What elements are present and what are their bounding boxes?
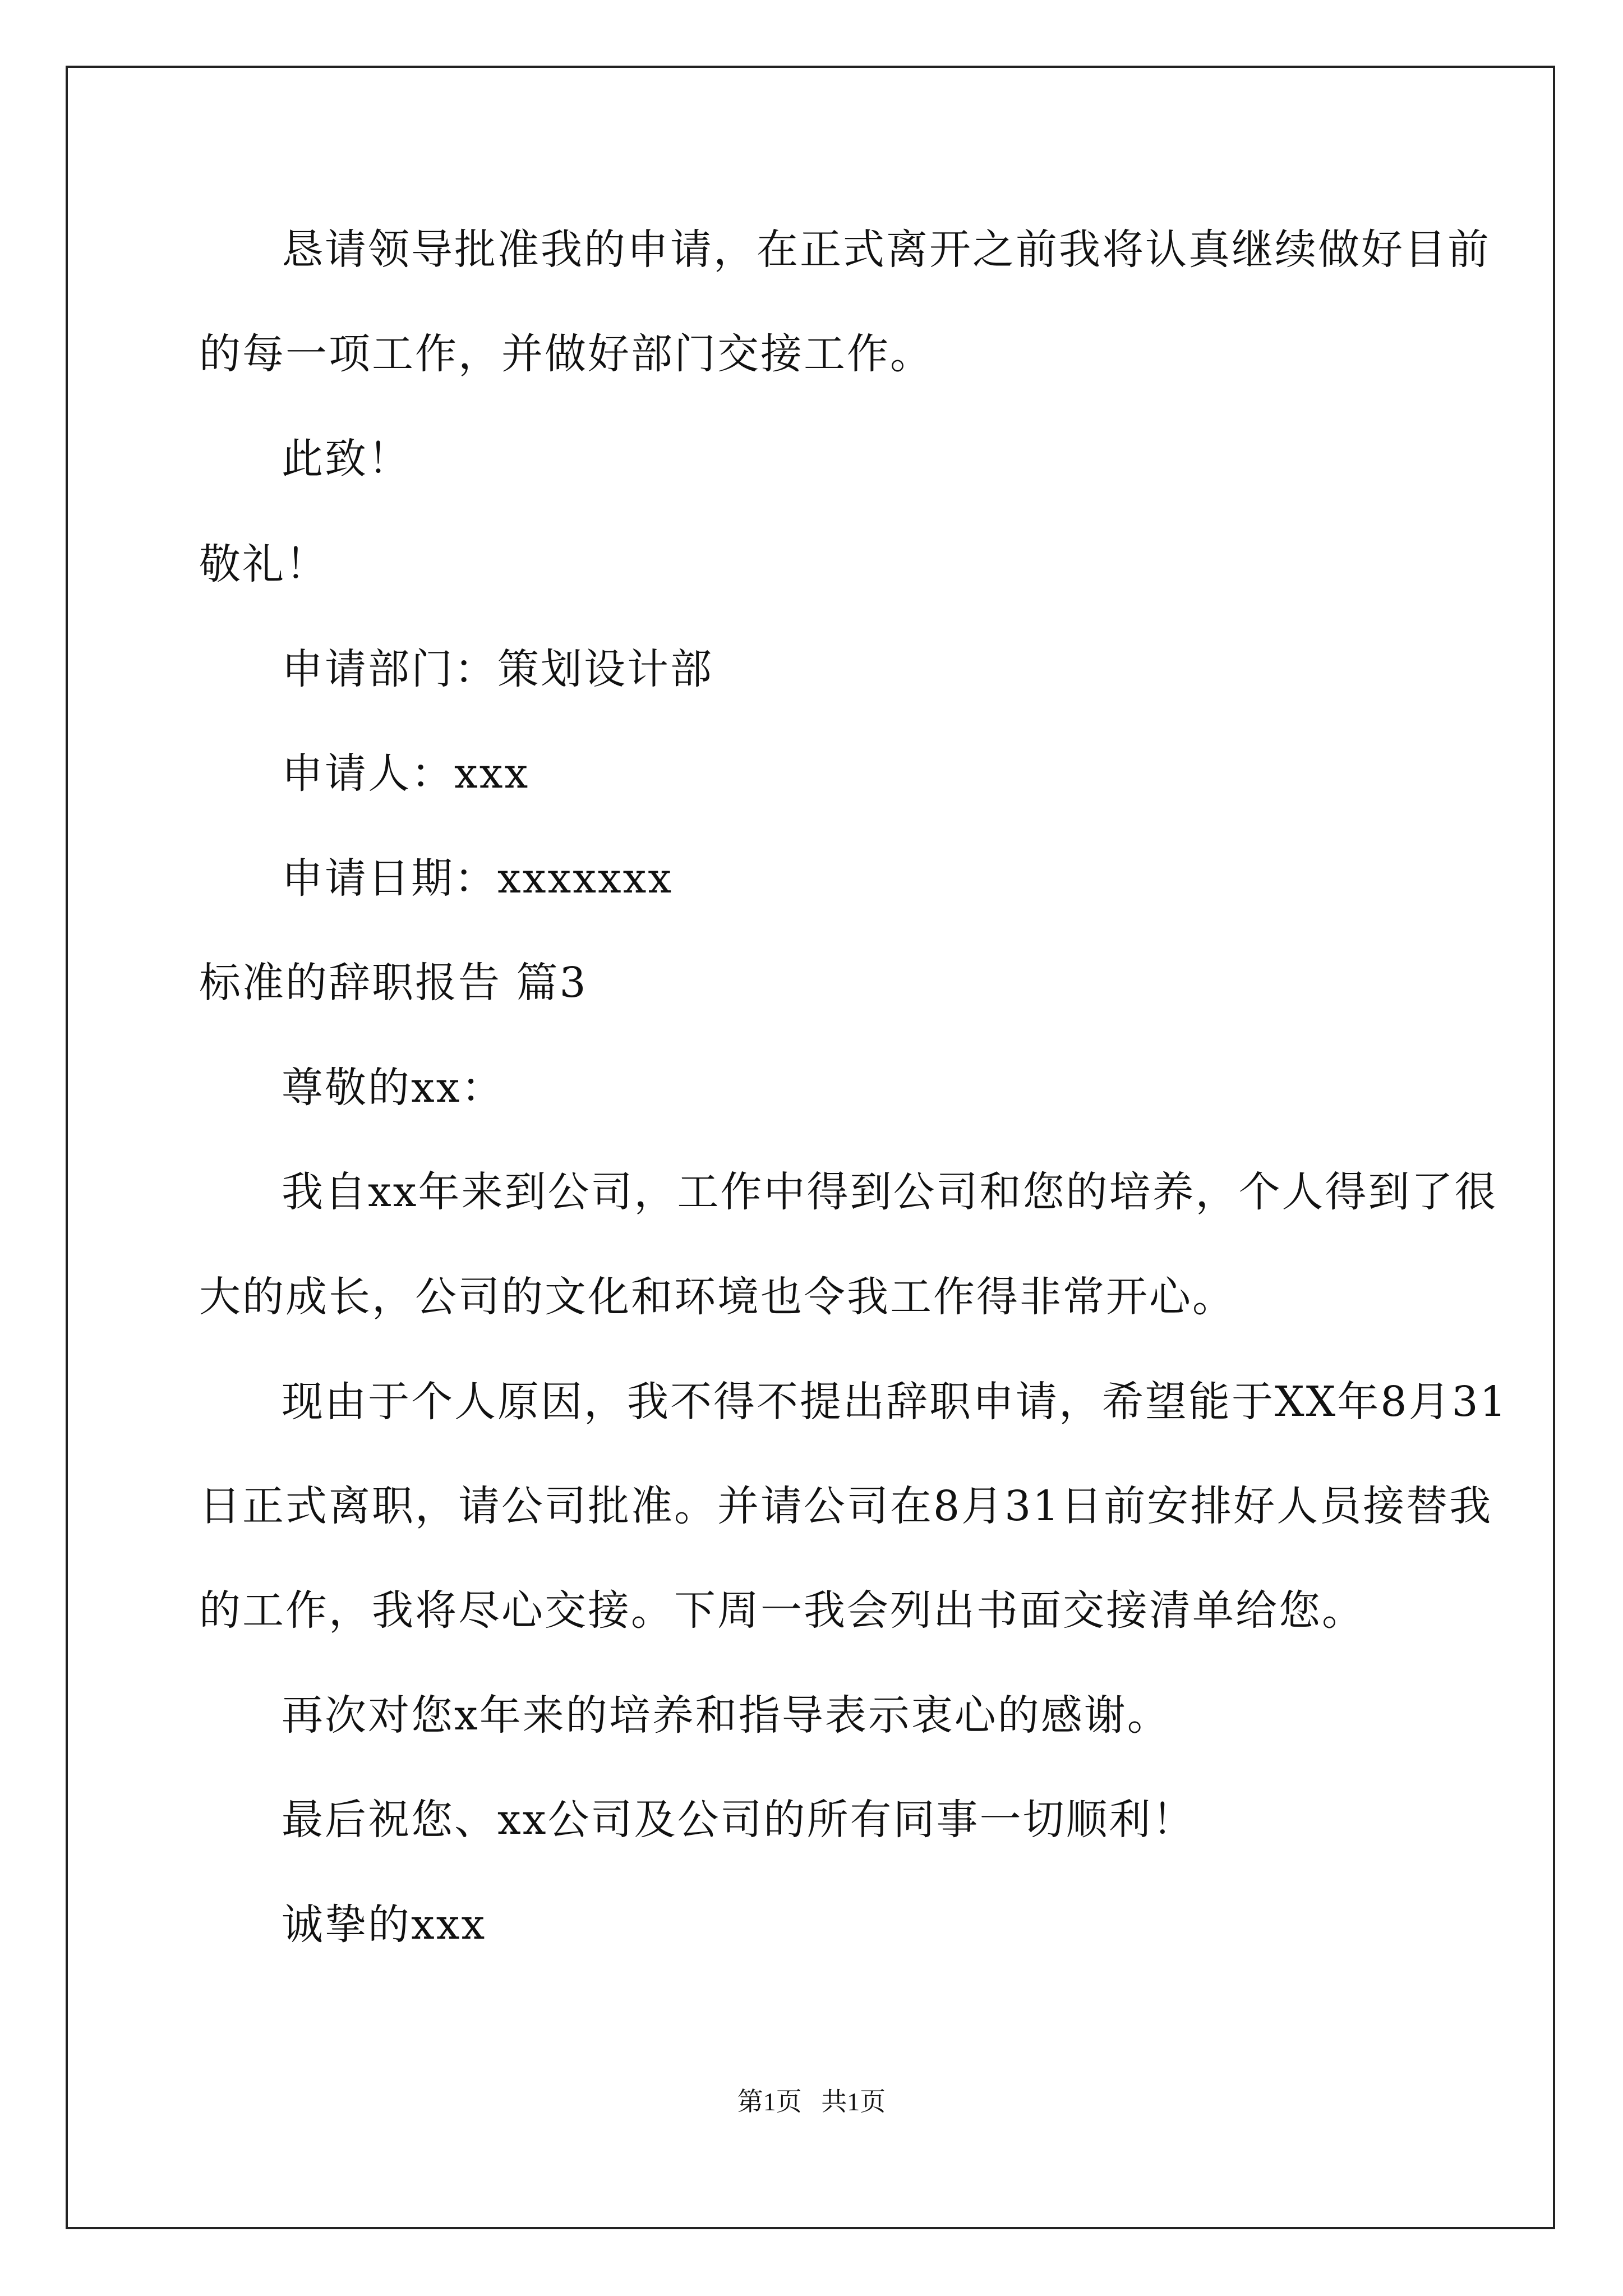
paragraph-line: 的每一项工作，并做好部门交接工作。 (199, 330, 933, 378)
greeting-line: 尊敬的xx： (282, 1064, 505, 1112)
paragraph-line: 再次对您x年来的培养和指导表示衷心的感谢。 (282, 1691, 1170, 1740)
applicant-line: 申请人：xxx (282, 749, 530, 798)
paragraph-line: 最后祝您、xx公司及公司的所有同事一切顺利！ (282, 1796, 1196, 1844)
paragraph-line: 的工作，我将尽心交接。下周一我会列出书面交接清单给您。 (199, 1586, 1365, 1635)
paragraph-line: 现由于个人原因，我不得不提出辞职申请，希望能于XX年8月31 (282, 1378, 1508, 1426)
salutation-line: 此致！ (282, 435, 411, 483)
paragraph-line: 我自xx年来到公司，工作中得到公司和您的培养，个人得到了很 (282, 1168, 1498, 1216)
signature-line: 诚挚的xxx (282, 1901, 487, 1949)
page-footer: 第1页 共1页 (737, 2087, 886, 2116)
date-line: 申请日期：xxxxxxx (282, 854, 674, 903)
paragraph-line: 日正式离职，请公司批准。并请公司在8月31日前安排好人员接替我 (199, 1482, 1493, 1530)
paragraph-line: 恳请领导批准我的申请，在正式离开之前我将认真继续做好目前 (282, 226, 1491, 274)
paragraph-line: 大的成长，公司的文化和环境也令我工作得非常开心。 (199, 1273, 1235, 1321)
salutation-line: 敬礼！ (199, 540, 329, 588)
department-line: 申请部门：策划设计部 (282, 645, 713, 693)
section-heading: 标准的辞职报告 篇3 (199, 959, 588, 1007)
